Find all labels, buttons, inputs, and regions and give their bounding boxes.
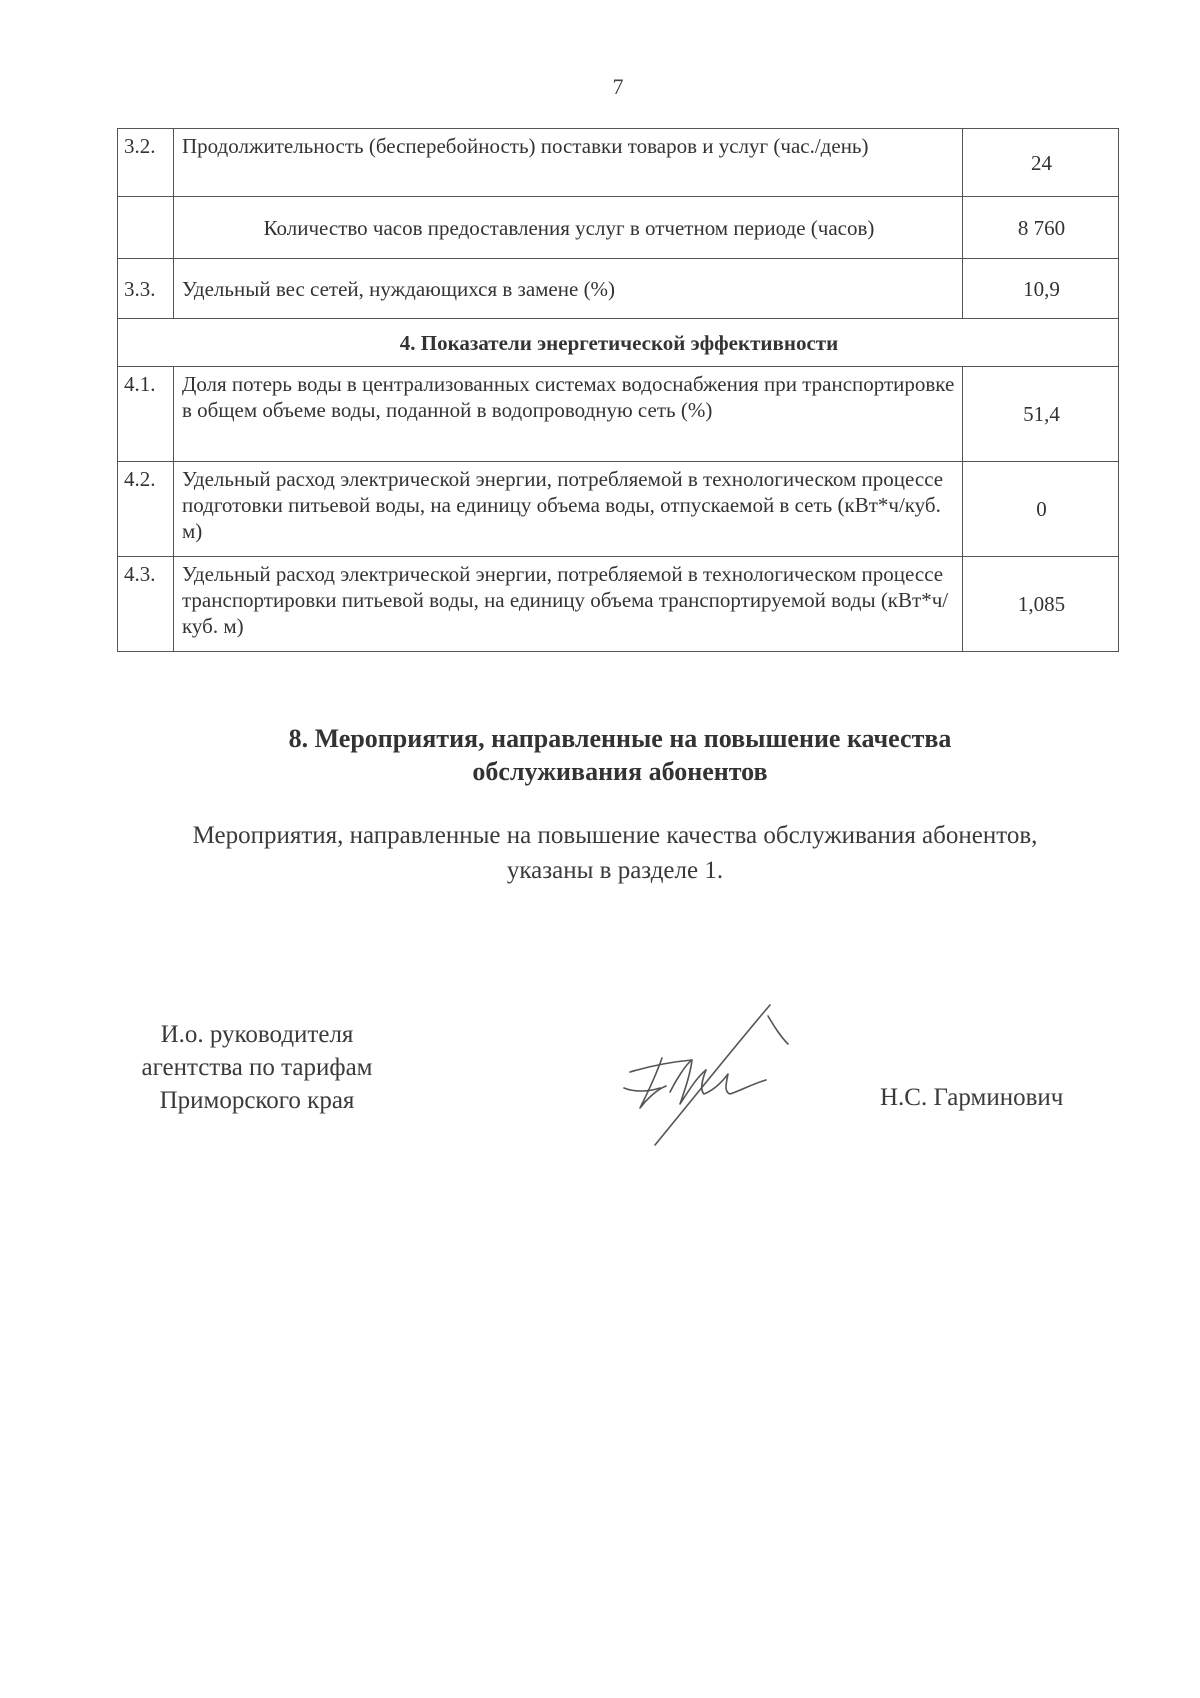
section-title-line: 8. Мероприятия, направленные на повышение качества [288, 724, 952, 753]
section-8-body [115, 818, 1115, 888]
row-description: Количество часов предоставления услуг в отчетном периоде (часов) [174, 197, 963, 259]
row-value: 51,4 [963, 367, 1119, 462]
body-line: Мероприятия, направленные на повышение качества обслуживания абонентов, [192, 822, 1038, 849]
signer-title-line: агентства по тарифам [141, 1054, 373, 1081]
table-row [118, 557, 1119, 652]
row-number: 4.3. [118, 557, 174, 652]
row-number [118, 197, 174, 259]
row-number: 4.2. [118, 462, 174, 557]
row-number: 3.2. [118, 129, 174, 197]
signer-title-line: Приморского края [159, 1087, 355, 1114]
row-value: 1,085 [963, 557, 1119, 652]
section-heading: 4. Показатели энергетической эффективности [118, 319, 1119, 367]
table-row [118, 259, 1119, 319]
table-row [118, 462, 1119, 557]
row-value: 8 760 [963, 197, 1119, 259]
section-heading-row [118, 319, 1119, 367]
row-description: Доля потерь воды в централизованных системах водоснабжения при транспортировке в общем объеме воды, поданной в водопроводную сеть (%) [174, 367, 963, 462]
row-description: Продолжительность (бесперебойность) поставки товаров и услуг (час./день) [174, 129, 963, 197]
section-title-line: обслуживания абонентов [472, 757, 768, 786]
row-value: 24 [963, 129, 1119, 197]
signature-icon [610, 1000, 820, 1150]
handwritten-signature [610, 1000, 820, 1155]
row-description: Удельный расход электрической энергии, потребляемой в технологическом процессе подготовки питьевой воды, на единицу объема воды, отпускаемой в сеть (кВт*ч/куб. м) [174, 462, 963, 557]
page-number: 7 [612, 74, 624, 99]
indicators-table [117, 128, 1119, 652]
row-number: 4.1. [118, 367, 174, 462]
table-row [118, 129, 1119, 197]
table-row [118, 367, 1119, 462]
row-description: Удельный вес сетей, нуждающихся в замене (%) [174, 259, 963, 319]
row-value: 10,9 [963, 259, 1119, 319]
row-number: 3.3. [118, 259, 174, 319]
table-row [118, 197, 1119, 259]
signer-title [112, 1018, 402, 1117]
row-description: Удельный расход электрической энергии, потребляемой в технологическом процессе транспортировки питьевой воды, на единицу объема транспортируемой воды (кВт*ч/куб. м) [174, 557, 963, 652]
signer-name: Н.С. Гарминович [880, 1084, 1064, 1111]
section-8-title [170, 722, 1070, 788]
signer-title-line: И.о. руководителя [160, 1021, 354, 1048]
body-line: указаны в разделе 1. [506, 857, 724, 884]
row-value: 0 [963, 462, 1119, 557]
